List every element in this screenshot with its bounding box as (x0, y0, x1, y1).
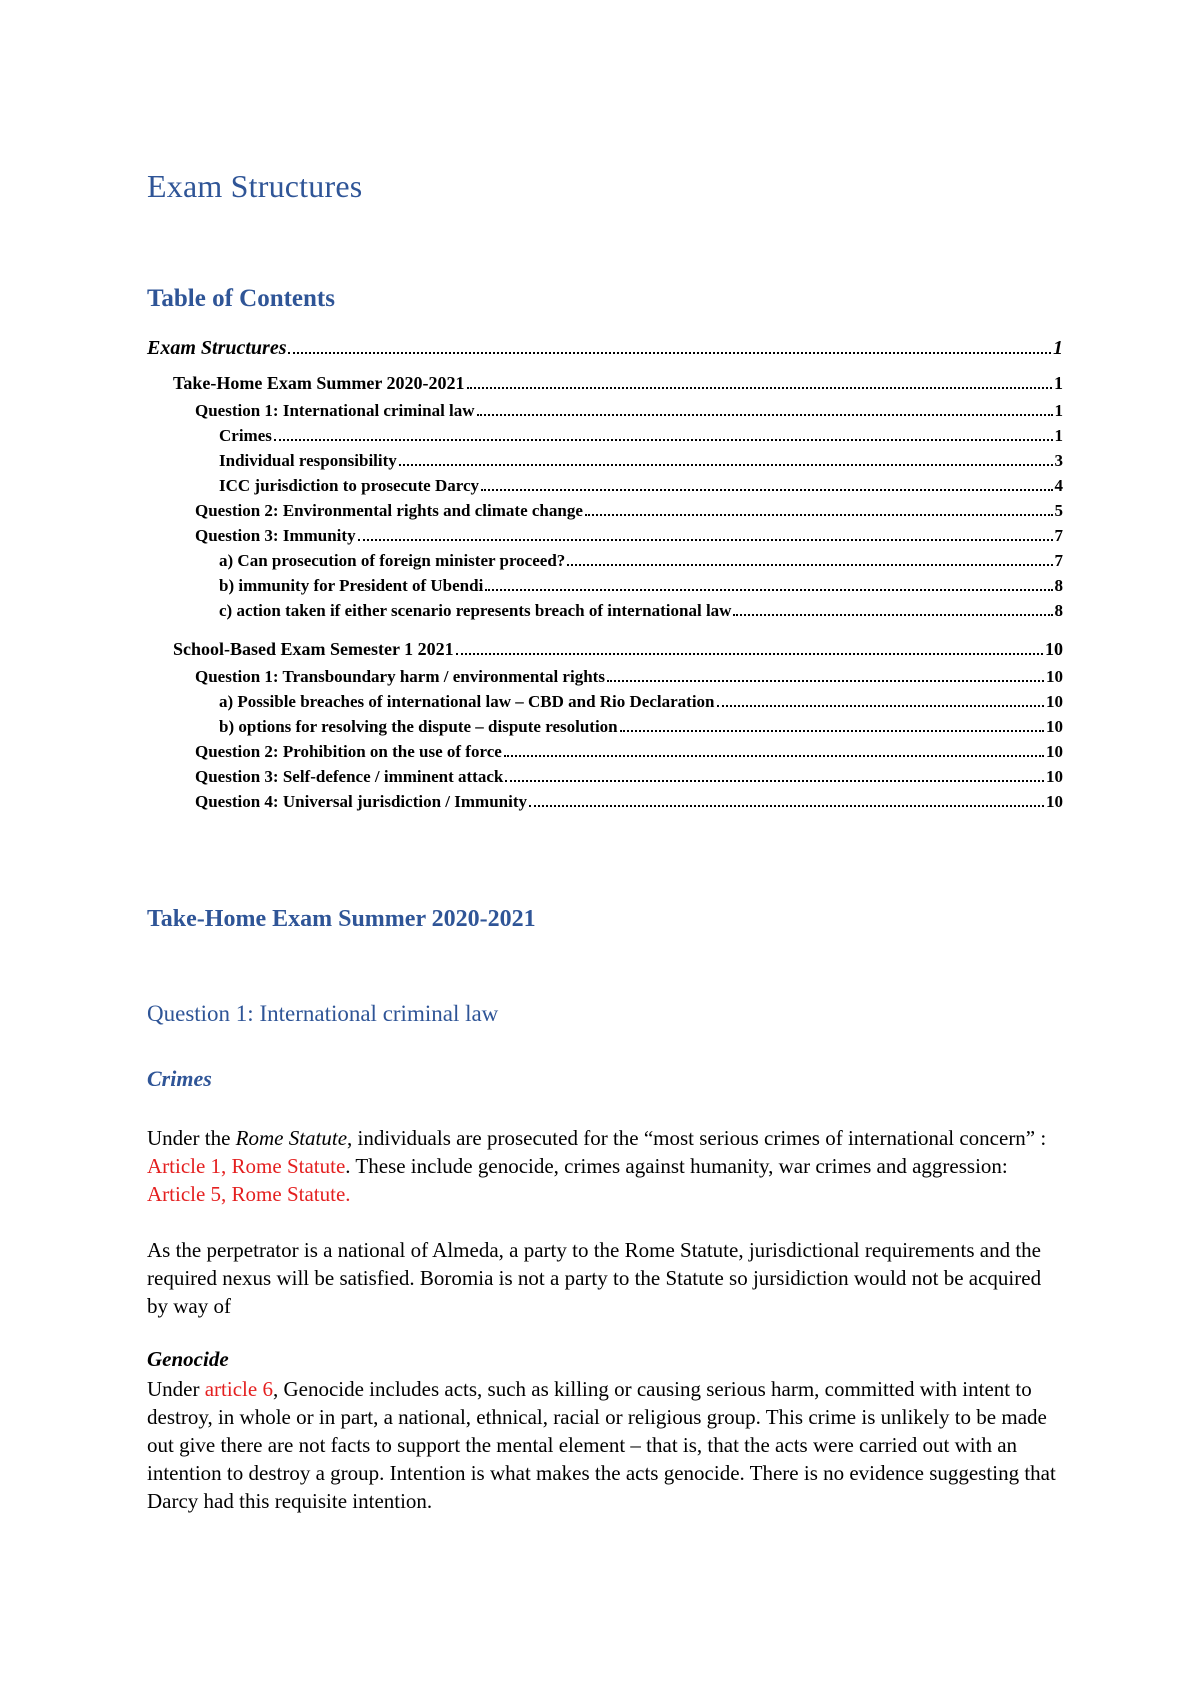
toc-entry-page: 7 (1054, 551, 1063, 570)
citation: article 6 (204, 1377, 273, 1401)
toc-leader (467, 373, 1053, 389)
toc-entry-page: 1 (1054, 426, 1063, 445)
toc-leader (399, 450, 1053, 466)
toc-leader (607, 666, 1044, 682)
paragraph (147, 1124, 1067, 1208)
toc-entry-page: 1 (1054, 373, 1063, 393)
toc-entry[interactable] (147, 450, 1063, 475)
toc-entry[interactable] (147, 600, 1063, 625)
toc-entry-page: 7 (1054, 526, 1063, 545)
toc-entry-page: 10 (1046, 742, 1063, 761)
toc-leader (529, 791, 1044, 807)
statute-title: Rome Statute (235, 1126, 348, 1150)
question-heading: Question 1: International criminal law (147, 1001, 499, 1026)
toc-entry-page: 10 (1045, 639, 1063, 659)
toc-leader (477, 400, 1053, 416)
toc-leader (481, 475, 1052, 491)
toc-entry-page: 4 (1054, 476, 1063, 495)
toc-entry[interactable] (147, 575, 1063, 600)
toc-entry[interactable] (147, 741, 1063, 766)
citation: Article 1, Rome Statute (147, 1154, 346, 1178)
toc-entry[interactable] (147, 500, 1063, 525)
toc-entry-text: c) action taken if either scenario represents breach of international law (219, 601, 732, 620)
subsection-heading: Crimes (147, 1066, 212, 1091)
toc-entry-text: b) options for resolving the dispute – dispute resolution (219, 717, 618, 736)
text-run: , Genocide includes acts, such as killing or causing serious harm, committed with intent to destroy, in whole or in part, a national, ethnical, racial or religious group. This crime is unlikely to be made out give there are not facts to support the mental element – that is, that the acts were carried out with an intention to destroy a group. Intention is what makes the acts genocide. There is no evidence suggesting that Darcy had this requisite intention. (147, 1377, 1056, 1513)
toc-entry-page: 10 (1046, 667, 1063, 686)
text-run: Under (147, 1377, 205, 1401)
toc-entry-text: a) Can prosecution of foreign minister proceed? (219, 551, 566, 570)
toc-leader (504, 741, 1044, 757)
text-run: Under the (147, 1126, 236, 1150)
toc-leader (567, 550, 1052, 566)
table-of-contents (147, 337, 1063, 816)
toc-entry[interactable] (147, 475, 1063, 500)
toc-leader (358, 525, 1053, 541)
toc-entry-page: 10 (1046, 767, 1063, 786)
toc-entry[interactable] (147, 550, 1063, 575)
toc-entry-page: 1 (1054, 401, 1063, 420)
toc-entry-page: 10 (1046, 717, 1063, 736)
toc-entry-text: Individual responsibility (219, 451, 397, 470)
toc-entry-text: b) immunity for President of Ubendi (219, 576, 484, 595)
toc-leader (733, 600, 1052, 616)
toc-entry-text: Take-Home Exam Summer 2020-2021 (173, 373, 465, 393)
toc-entry-text: Question 4: Universal jurisdiction / Immunity (195, 792, 527, 811)
toc-leader (288, 338, 1051, 354)
toc-entry-page: 1 (1053, 337, 1063, 359)
citation: Article 5, Rome Statute. (147, 1182, 351, 1206)
paragraph (147, 1375, 1067, 1515)
text-run: . These include genocide, crimes against humanity, war crimes and aggression: (345, 1154, 1008, 1178)
toc-leader (585, 500, 1053, 516)
toc-leader (456, 639, 1043, 655)
toc-entry[interactable] (147, 337, 1063, 373)
toc-entry-page: 10 (1046, 792, 1063, 811)
toc-entry-text: Question 1: Transboundary harm / environmental rights (195, 667, 605, 686)
toc-entry-text: ICC jurisdiction to prosecute Darcy (219, 476, 480, 495)
toc-entry-page: 8 (1054, 576, 1063, 595)
toc-entry[interactable] (147, 639, 1063, 666)
toc-entry[interactable] (147, 425, 1063, 450)
toc-leader (274, 425, 1053, 441)
toc-entry[interactable] (147, 716, 1063, 741)
toc-entry-text: Question 3: Immunity (195, 526, 356, 545)
toc-entry-page: 5 (1054, 501, 1063, 520)
toc-entry[interactable] (147, 400, 1063, 425)
toc-entry[interactable] (147, 791, 1063, 816)
toc-leader (717, 691, 1044, 707)
toc-entry-page: 10 (1046, 692, 1063, 711)
genocide-heading: Genocide (147, 1347, 229, 1371)
toc-leader (505, 766, 1044, 782)
paragraph: As the perpetrator is a national of Almeda, a party to the Rome Statute, jurisdictional requirements and the required nexus will be satisfied. Boromia is not a party to the Statute so jursidiction would not be acquired by way of (147, 1238, 1042, 1318)
toc-entry[interactable] (147, 666, 1063, 691)
toc-entry-text: Question 2: Environmental rights and climate change (195, 501, 583, 520)
section-heading: Take-Home Exam Summer 2020-2021 (147, 906, 536, 932)
toc-entry-page: 8 (1054, 601, 1063, 620)
toc-heading: Table of Contents (147, 285, 335, 312)
toc-leader (620, 716, 1044, 732)
toc-entry[interactable] (147, 691, 1063, 716)
toc-leader (485, 575, 1052, 591)
toc-entry-text: Question 3: Self-defence / imminent attack (195, 767, 504, 786)
toc-entry[interactable] (147, 525, 1063, 550)
toc-entry-text: Crimes (219, 426, 272, 445)
toc-entry-text: Question 2: Prohibition on the use of force (195, 742, 502, 761)
toc-entry-page: 3 (1054, 451, 1063, 470)
toc-entry-text: Question 1: International criminal law (195, 401, 475, 420)
toc-entry[interactable] (147, 373, 1063, 400)
toc-entry-text: School-Based Exam Semester 1 2021 (173, 639, 454, 659)
toc-entry-text: Exam Structures (147, 337, 287, 359)
document-title: Exam Structures (147, 168, 363, 204)
toc-entry-text: a) Possible breaches of international law – CBD and Rio Declaration (219, 692, 715, 711)
text-run: , individuals are prosecuted for the “most serious crimes of international concern” : (347, 1126, 1047, 1150)
toc-entry[interactable] (147, 766, 1063, 791)
